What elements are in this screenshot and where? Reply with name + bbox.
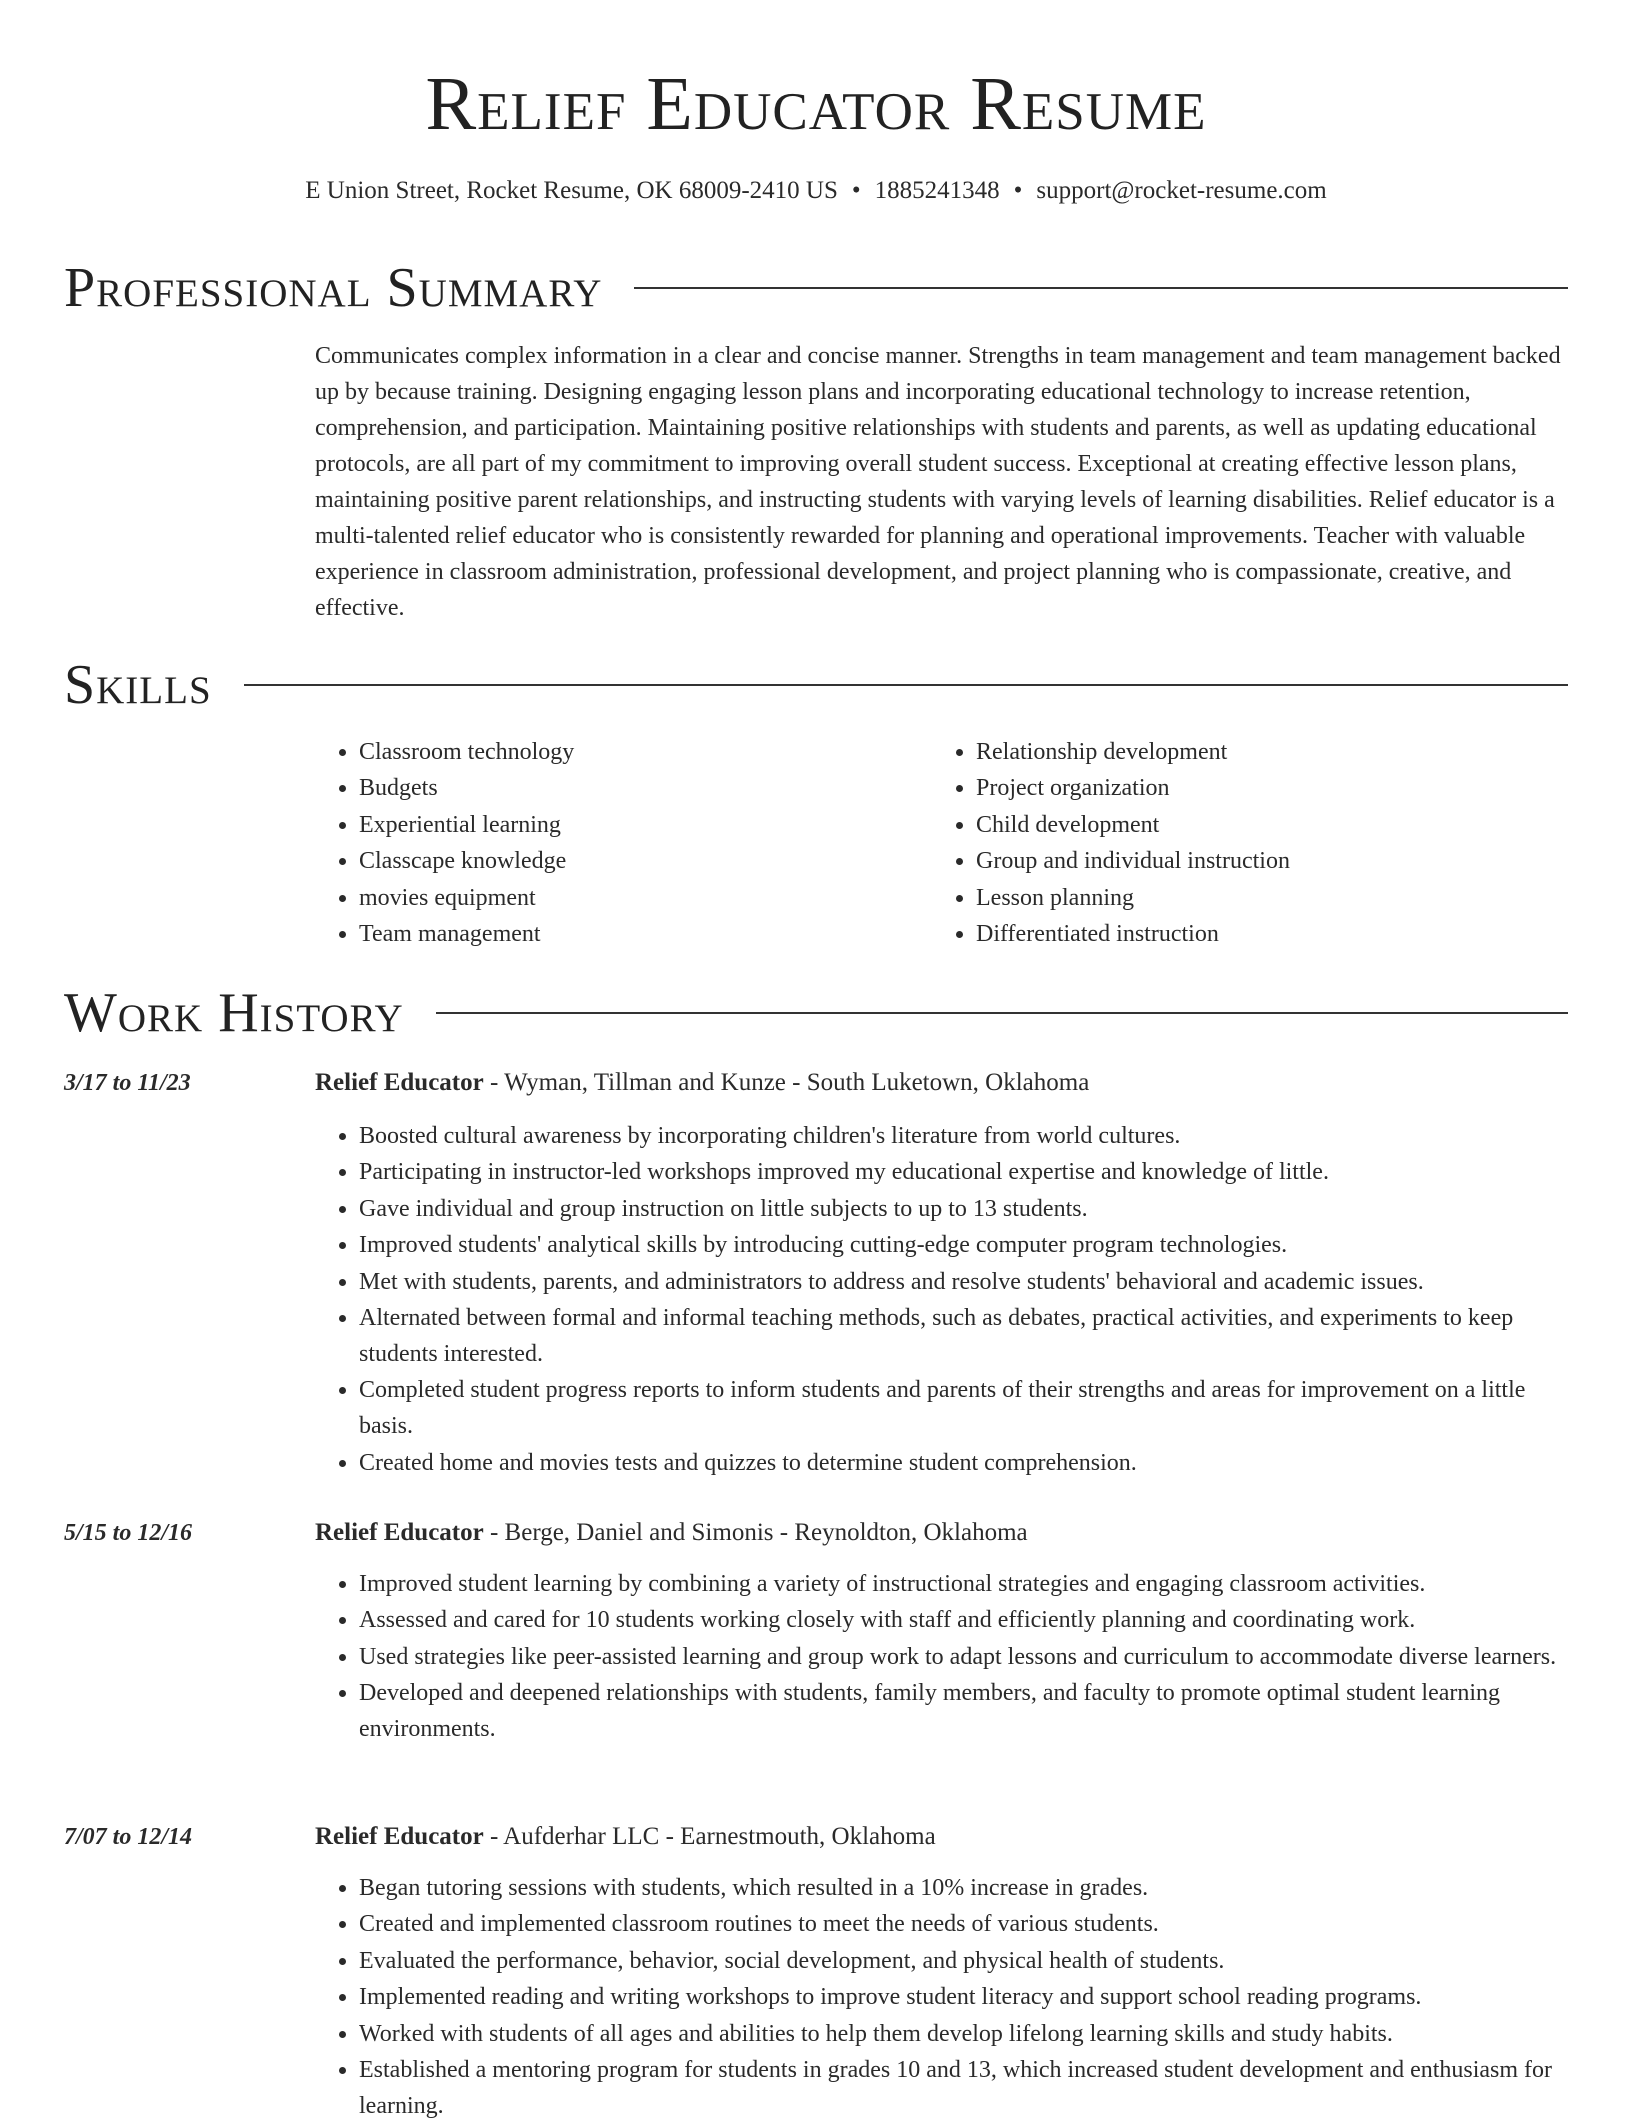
skill-item: • movies equipment [359, 880, 888, 916]
contact-separator: • [851, 177, 861, 204]
job-bullet: • Boosted cultural awareness by incorporating children's literature from world cultures. [359, 1118, 1570, 1154]
summary-section-header [64, 253, 1568, 323]
skills-column-right [932, 734, 1505, 952]
skill-item: • Group and individual instruction [976, 843, 1505, 879]
contact-separator: • [1013, 177, 1023, 204]
job-bullet: • Assessed and cared for 10 students working closely with staff and efficiently planning and coordinating work. [359, 1602, 1570, 1638]
summary-heading: Professional Summary [64, 257, 603, 319]
job-bullet: • Met with students, parents, and administrators to address and resolve students' behavioral and academic issues. [359, 1264, 1570, 1300]
contact-email[interactable]: support@rocket-resume.com [1036, 177, 1327, 204]
skill-item: • Differentiated instruction [976, 916, 1505, 952]
skill-item: • Classroom technology [359, 734, 888, 770]
skill-item: • Project organization [976, 770, 1505, 806]
skills-column-left [315, 734, 888, 952]
job-bullets [315, 1870, 1570, 2124]
section-divider [634, 287, 1568, 289]
job-bullets [315, 1118, 1570, 1481]
job-title: Relief Educator [315, 1069, 484, 1096]
job-bullet: • Developed and deepened relationships with students, family members, and faculty to promote optimal student learning environments. [359, 1675, 1570, 1747]
job-dates: 5/15 to 12/16 [64, 1520, 193, 1546]
job-employer: - Aufderhar LLC - Earnestmouth, Oklahoma [483, 1823, 936, 1850]
job-employer: - Berge, Daniel and Simonis - Reynoldton, Oklahoma [483, 1519, 1028, 1546]
job-employer: - Wyman, Tillman and Kunze - South Luketown, Oklahoma [483, 1069, 1090, 1096]
work-heading: Work History [64, 982, 404, 1044]
contact-phone: 1885241348 [874, 177, 1000, 204]
job-dates: 3/17 to 11/23 [64, 1070, 191, 1096]
section-divider [436, 1012, 1568, 1014]
job-header [315, 1820, 936, 1854]
job-bullet: • Completed student progress reports to inform students and parents of their strengths and areas for improvement on a little basis. [359, 1372, 1570, 1444]
job-bullet: • Evaluated the performance, behavior, social development, and physical health of students. [359, 1943, 1570, 1979]
skill-item: • Classcape knowledge [359, 843, 888, 879]
job-bullet: • Created and implemented classroom routines to meet the needs of various students. [359, 1906, 1570, 1942]
job-header [315, 1066, 1089, 1100]
skill-item: • Experiential learning [359, 807, 888, 843]
work-section-header [64, 978, 1568, 1048]
skills-heading: Skills [64, 654, 212, 716]
job-bullets [315, 1566, 1570, 1748]
job-bullet: • Participating in instructor-led workshops improved my educational expertise and knowledge of little. [359, 1154, 1570, 1190]
job-bullet: • Alternated between formal and informal teaching methods, such as debates, practical activities, and experiments to keep students interested. [359, 1300, 1570, 1372]
job-bullet: • Began tutoring sessions with students, which resulted in a 10% increase in grades. [359, 1870, 1570, 1906]
job-title: Relief Educator [315, 1823, 484, 1850]
job-bullet: • Created home and movies tests and quizzes to determine student comprehension. [359, 1445, 1570, 1481]
skill-item: • Child development [976, 807, 1505, 843]
job-header [315, 1516, 1028, 1550]
resume-title: Relief Educator Resume [425, 62, 1207, 146]
skill-item: • Team management [359, 916, 888, 952]
job-bullet: • Worked with students of all ages and abilities to help them develop lifelong learning skills and study habits. [359, 2016, 1570, 2052]
skill-item: • Lesson planning [976, 880, 1505, 916]
job-bullet: • Gave individual and group instruction on little subjects to up to 13 students. [359, 1191, 1570, 1227]
skills-section-header [64, 650, 1568, 720]
summary-text: Communicates complex information in a clear and concise manner. Strengths in team management and team management backed up by because training. Designing engaging lesson plans and incorporating educational technology to increase retention, comprehension, and participation. Maintaining positive relationships with students and parents, as well as updating educational protocols, are all part of my commitment to improving overall student success. Exceptional at creating effective lesson plans, maintaining positive parent relationships, and instructing students with varying levels of learning disabilities. Relief educator is a multi-talented relief educator who is consistently rewarded for planning and operational improvements. Teacher with valuable experience in classroom administration, professional development, and project planning who is compassionate, creative, and effective. [315, 343, 1561, 621]
skill-item: • Budgets [359, 770, 888, 806]
section-divider [244, 684, 1568, 686]
job-bullet: • Implemented reading and writing workshops to improve student literacy and support school reading programs. [359, 1979, 1570, 2015]
contact-address: E Union Street, Rocket Resume, OK 68009-2410 US [305, 177, 838, 204]
job-title: Relief Educator [315, 1519, 484, 1546]
job-dates: 7/07 to 12/14 [64, 1824, 193, 1850]
contact-line [0, 174, 1632, 208]
job-bullet: • Used strategies like peer-assisted learning and group work to adapt lessons and curriculum to accommodate diverse learners. [359, 1639, 1570, 1675]
skill-item: • Relationship development [976, 734, 1505, 770]
job-bullet: • Improved students' analytical skills by introducing cutting-edge computer program technologies. [359, 1227, 1570, 1263]
job-bullet: • Established a mentoring program for students in grades 10 and 13, which increased student development and enthusiasm for learning. [359, 2052, 1570, 2124]
skills-list [315, 734, 1570, 952]
job-bullet: • Improved student learning by combining a variety of instructional strategies and engaging classroom activities. [359, 1566, 1570, 1602]
